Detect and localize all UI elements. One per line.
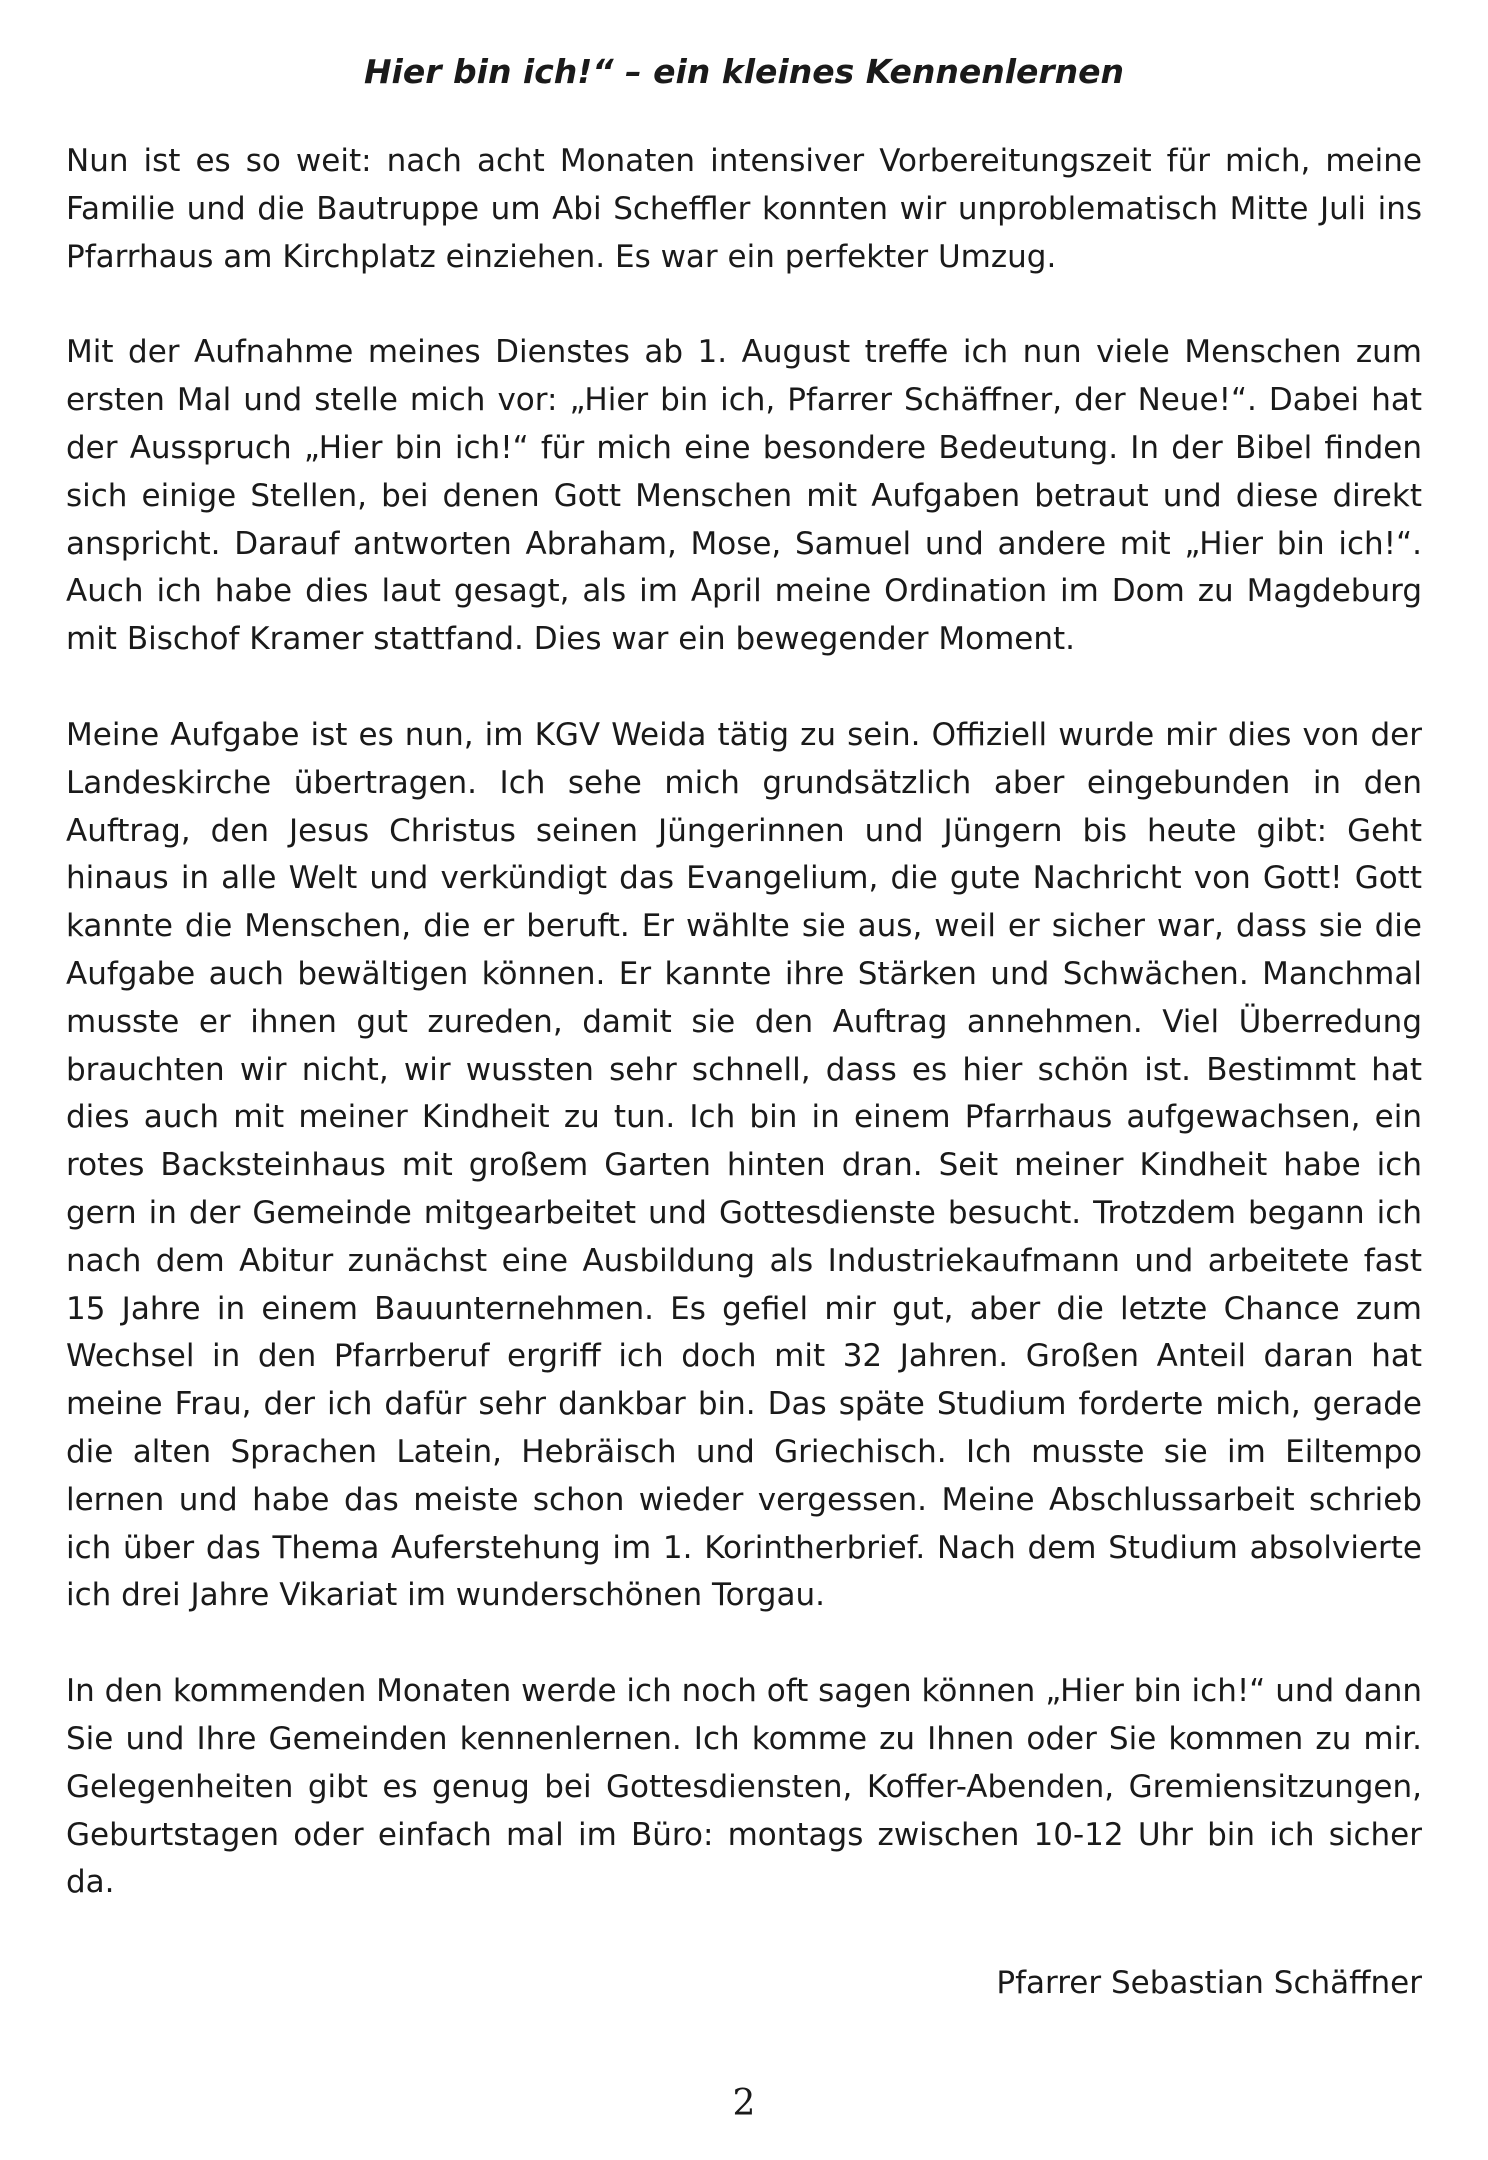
author-signature: Pfarrer Sebastian Schäffner — [996, 1965, 1422, 2001]
paragraph-2: Mit der Aufnahme meines Dienstes ab 1. August treffe ich nun viele Menschen zum ersten Mal und stelle mich vor: „Hier bin ich, Pfarrer Schäffner, der Neue!“. Dabei hat der Ausspruch „Hier bin ich!“ für mich eine besondere Bedeutung. In der Bibel finden sich einige Stellen, bei denen Gott Menschen mit Aufgaben betraut und diese direkt anspricht. Darauf antworten Abraham, Mose, Samuel und andere mit „Hier bin ich!“. Auch ich habe dies laut gesagt, als im April meine Ordination im Dom zu Magdeburg mit Bischof Kramer stattfand. Dies war ein bewegender Moment. — [66, 334, 1422, 658]
article-body — [66, 138, 1422, 1907]
paragraph-3: Meine Aufgabe ist es nun, im KGV Weida tätig zu sein. Offiziell wurde mir dies von der Landeskirche übertragen. Ich sehe mich grundsätzlich aber eingebunden in den Auftrag, den Jesus Christus seinen Jüngerinnen und Jüngern bis heute gibt: Geht hinaus in alle Welt und verkündigt das Evangelium, die gute Nachricht von Gott! Gott kannte die Menschen, die er beruft. Er wählte sie aus, weil er sicher war, dass sie die Aufgabe auch bewältigen können. Er kannte ihre Stärken und Schwächen. Manchmal musste er ihnen gut zureden, damit sie den Auftrag annehmen. Viel Überredung brauchten wir nicht, wir wussten sehr schnell, dass es hier schön ist. Bestimmt hat dies auch mit meiner Kindheit zu tun. Ich bin in einem Pfarrhaus aufgewachsen, ein rotes Backsteinhaus mit großem Garten hinten dran. Seit meiner Kindheit habe ich gern in der Gemeinde mitgearbeitet und Gottesdienste besucht. Trotzdem begann ich nach dem Abitur zunächst eine Ausbildung als Industriekaufmann und arbeitete fast 15 Jahre in einem Bauunternehmen. Es gefiel mir gut, aber die letzte Chance zum Wechsel in den Pfarrberuf ergriff ich doch mit 32 Jahren. Großen Anteil daran hat meine Frau, der ich dafür sehr dankbar bin. Das späte Studium forderte mich, gerade die alten Sprachen Latein, Hebräisch und Griechisch. Ich musste sie im Eiltempo lernen und habe das meiste schon wieder vergessen. Meine Abschlussarbeit schrieb ich über das Thema Auferstehung im 1. Korintherbrief. Nach dem Studium absolvierte ich drei Jahre Vikariat im wunderschönen Torgau. — [66, 716, 1422, 1614]
paragraph-4: In den kommenden Monaten werde ich noch oft sagen können „Hier bin ich!“ und dann Sie und Ihre Gemeinden kennenlernen. Ich komme zu Ihnen oder Sie kommen zu mir. Gelegenheiten gibt es genug bei Gottesdiensten, Koffer-Abenden, Gremiensitzungen, Geburtstagen oder einfach mal im Büro: montags zwischen 10-12 Uhr bin ich sicher da. — [66, 1673, 1422, 1901]
paragraph-1: Nun ist es so weit: nach acht Monaten intensiver Vorbereitungszeit für mich, meine Familie und die Bautruppe um Abi Scheffler konnten wir unproblematisch Mitte Juli ins Pfarrhaus am Kirchplatz einziehen. Es war ein perfekter Umzug. — [66, 143, 1422, 275]
article-title: Hier bin ich!“ – ein kleines Kennenlernen — [363, 52, 1125, 91]
page-number: 2 — [732, 2083, 756, 2124]
